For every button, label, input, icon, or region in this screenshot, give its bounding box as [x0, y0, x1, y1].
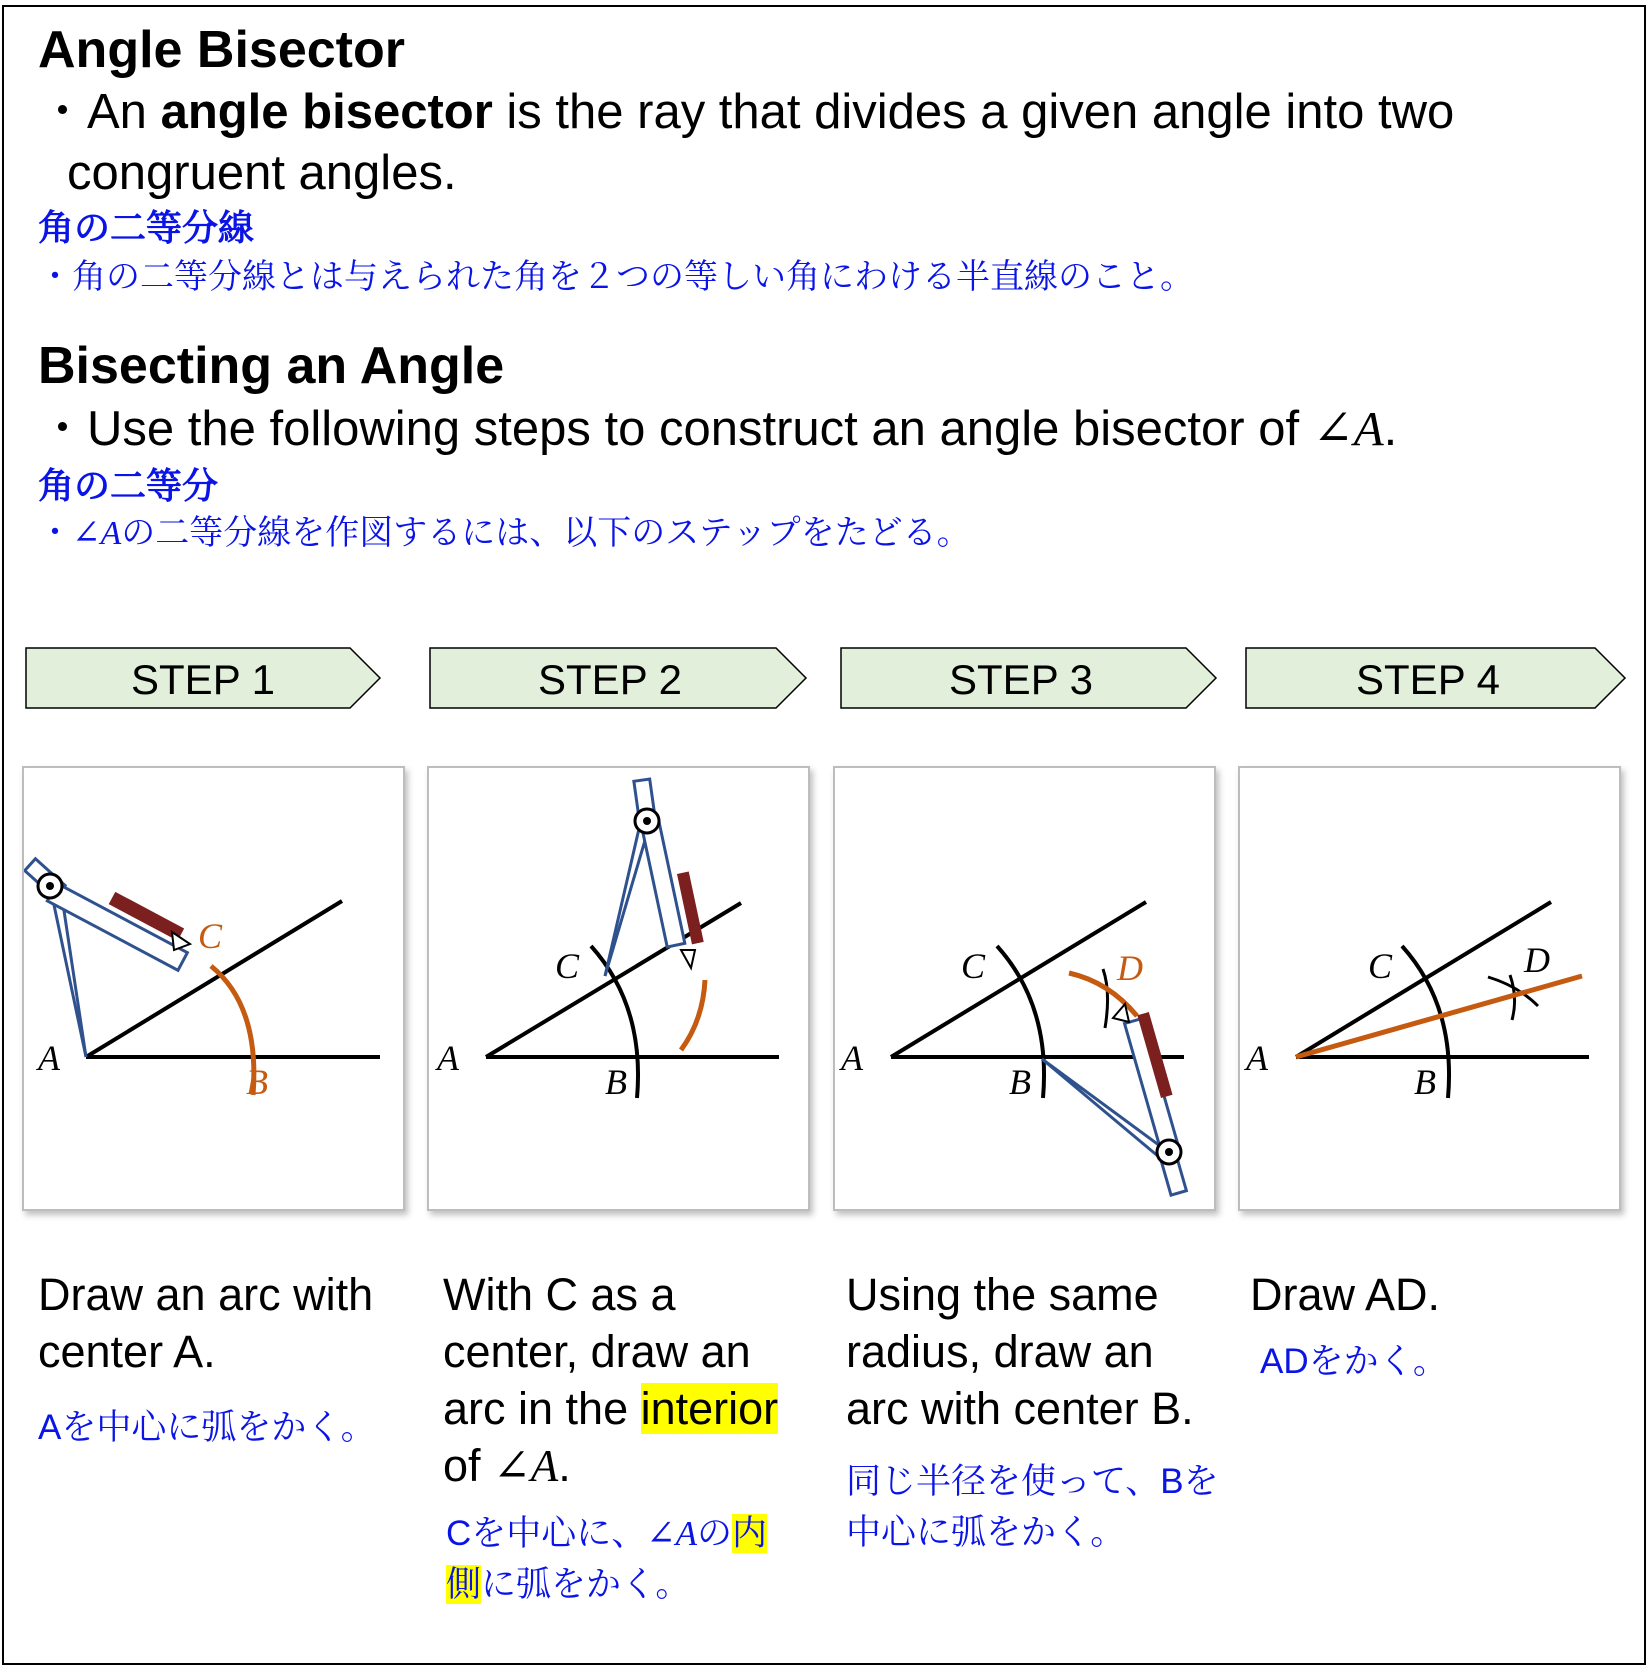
step-2-line-4-pre: of — [443, 1440, 494, 1491]
step-2-diagram — [427, 766, 810, 1211]
point-d-label: D — [1117, 948, 1143, 988]
compass-icon — [1042, 1004, 1186, 1195]
highlight-gawa: 側 — [446, 1565, 482, 1604]
step-2-svg — [429, 768, 812, 1213]
step-2-description — [443, 1266, 823, 1495]
step-2-ja-pre: Cを中心に、 — [446, 1514, 647, 1553]
step-2-line-3-pre: arc in the — [443, 1383, 641, 1434]
point-a-label: A — [38, 1038, 60, 1078]
point-c-label: C — [961, 946, 986, 986]
ja-title-angle-bisector: 角の二等分線 — [38, 207, 255, 248]
step-2-line-2: center, draw an — [443, 1326, 751, 1377]
step-3-diagram — [833, 766, 1216, 1211]
step-2-line-1: With C as a — [443, 1269, 676, 1320]
step-1-description-ja: Aを中心に弧をかく。 — [38, 1408, 376, 1447]
step-4-diagram — [1238, 766, 1621, 1211]
step-1-diagram — [22, 766, 405, 1211]
compass-icon — [25, 859, 190, 1057]
compass-icon — [605, 779, 704, 976]
step-1-label: STEP 1 — [131, 656, 275, 703]
ray-ac — [891, 902, 1146, 1057]
definition-line-2: congruent angles. — [67, 146, 457, 200]
step-arrow-shapes — [0, 0, 1652, 720]
point-b-label: B — [246, 1062, 268, 1102]
step-3-ja-line-2: 中心に弧をかく。 — [846, 1513, 1126, 1552]
step-2-ja-mid: の — [697, 1514, 733, 1553]
instruction-prefix: ・Use the following steps to construct an angle bisector of — [38, 402, 1313, 456]
step-2-line-3 — [443, 1380, 823, 1437]
step-2-ja-angle: ∠A — [646, 1514, 697, 1553]
ray-ad — [1296, 976, 1582, 1057]
point-b-label: B — [1009, 1062, 1031, 1102]
step-2-description-ja — [446, 1508, 806, 1610]
ja-instruction-angle: ∠A — [72, 515, 122, 552]
step-1-svg — [24, 768, 407, 1213]
ja-definition: ・角の二等分線とは与えられた角を２つの等しい角にわける半直線のこと。 — [38, 258, 1194, 296]
step-4-label: STEP 4 — [1356, 656, 1500, 703]
step-3-ja-line-1: 同じ半径を使って、Bを — [846, 1462, 1219, 1501]
point-b-label: B — [1414, 1062, 1436, 1102]
step-2-angle: ∠A — [493, 1441, 559, 1491]
section-title-bisecting: Bisecting an Angle — [38, 337, 505, 395]
step-4-svg — [1240, 768, 1623, 1213]
step-4-description-ja: ADをかく。 — [1260, 1342, 1448, 1381]
step-2-label: STEP 2 — [538, 656, 682, 703]
point-b-label: B — [605, 1062, 627, 1102]
arc-center-c — [1103, 969, 1108, 1028]
step-3-description-ja — [846, 1456, 1219, 1558]
step-1-description: Draw an arc with center A. — [38, 1269, 374, 1377]
highlight-uchi: 内 — [732, 1514, 768, 1553]
step-2-line-4-end: . — [558, 1440, 571, 1491]
step-3-svg — [835, 768, 1218, 1213]
arc-center-c — [681, 980, 705, 1050]
point-c-label: C — [198, 916, 223, 956]
point-c-label: C — [555, 946, 580, 986]
step-2-line-4 — [443, 1437, 823, 1495]
definition-rest: is the ray that divides a given angle into two — [492, 85, 1455, 139]
definition-prefix: ・An — [38, 85, 161, 139]
step-3-description: Using the same radius, draw an arc with center B. — [846, 1269, 1194, 1434]
point-a-label: A — [841, 1038, 863, 1078]
step-4-description: Draw AD. — [1250, 1269, 1441, 1320]
step-3-label: STEP 3 — [949, 656, 1093, 703]
step-2-ja-end: に弧をかく。 — [481, 1565, 691, 1604]
ja-instruction-rest: の二等分線を作図するには、以下のステップをたどる。 — [121, 514, 971, 552]
definition-term: angle bisector — [160, 85, 493, 139]
highlight-interior: interior — [640, 1383, 779, 1434]
point-c-label: C — [1368, 946, 1393, 986]
point-a-label: A — [1246, 1038, 1268, 1078]
point-a-label: A — [437, 1038, 459, 1078]
instruction-end: . — [1383, 402, 1398, 456]
ja-title-bisecting: 角の二等分 — [38, 465, 219, 506]
point-d-label: D — [1524, 940, 1550, 980]
section-title-angle-bisector: Angle Bisector — [38, 21, 405, 79]
step-2-ja-line-2 — [446, 1559, 806, 1610]
instruction-angle: ∠A — [1312, 401, 1384, 456]
ja-instruction-prefix: ・ — [38, 514, 72, 552]
step-2-ja-line-1 — [446, 1508, 806, 1559]
